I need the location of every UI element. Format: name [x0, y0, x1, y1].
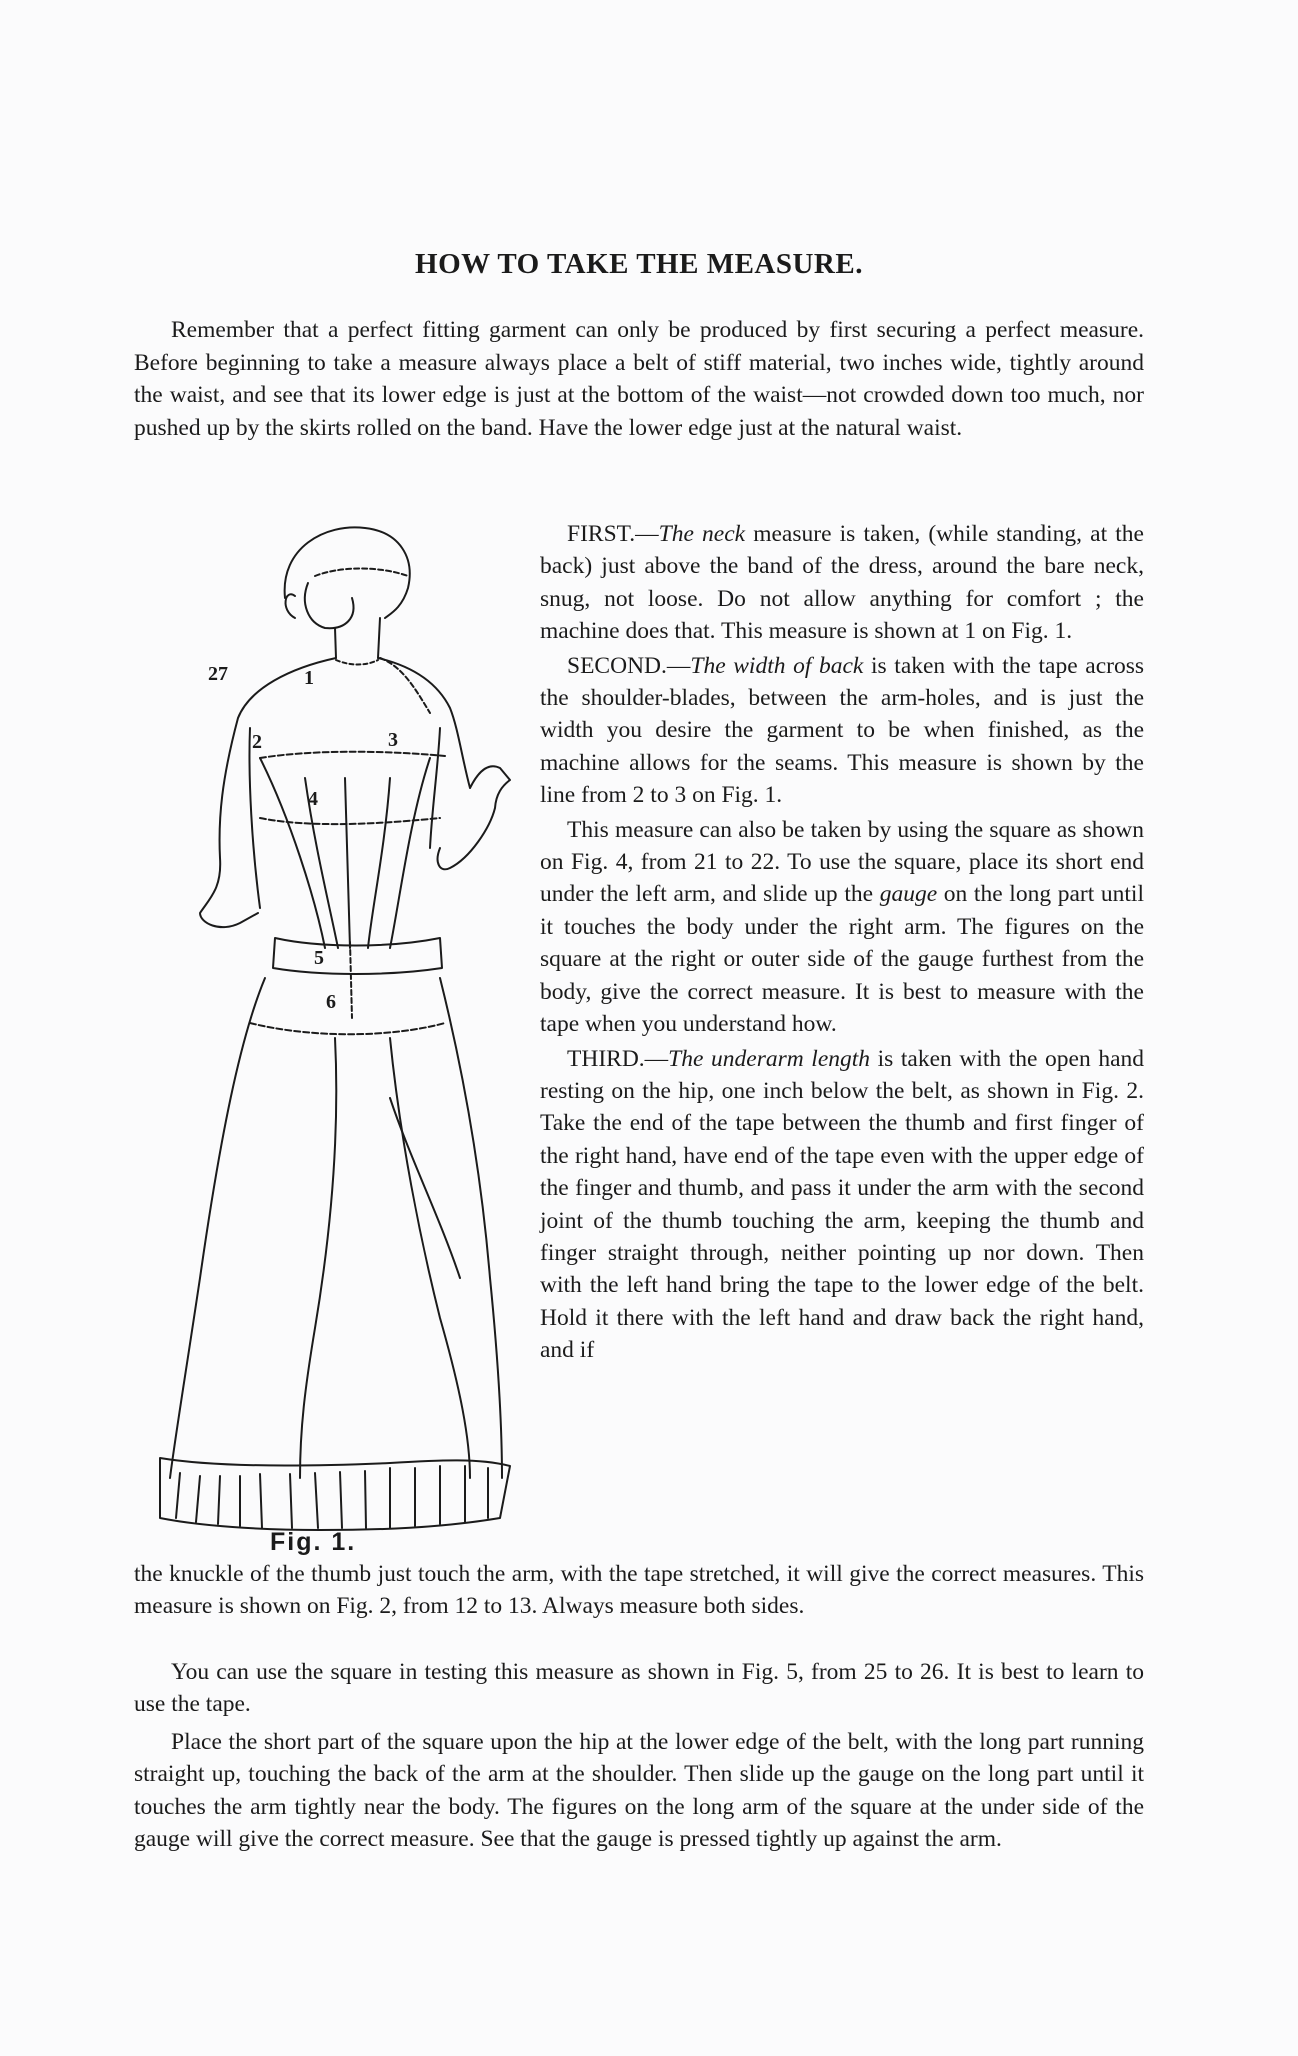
- fig-label-4: 4: [308, 788, 318, 810]
- square-a-term: gauge: [879, 881, 938, 908]
- figure-1-illustration: [140, 518, 520, 1538]
- right-arm: [378, 658, 510, 869]
- skirt-outline: [170, 978, 265, 1478]
- first-text: measure is taken, (while standing, at the back) just above the band of the dress, around the bare neck, snug, not loose. Do not allow anything for comfort ; the machine does that. This measure is shown at 1 on Fig. 1.: [540, 521, 1144, 645]
- first-lead: FIRST.—: [567, 521, 659, 547]
- hair-band: [315, 569, 408, 577]
- measurement-column: [540, 518, 1144, 1367]
- square-b-block: [134, 1656, 1144, 1721]
- fig-label-3: 3: [388, 729, 398, 751]
- third-continuation-block: [134, 1558, 1144, 1623]
- hair-knot: [305, 583, 354, 628]
- ear: [286, 594, 295, 618]
- place-paragraph: Place the short part of the square upon the hip at the lower edge of the belt, with the long part running straight up, touching the back of the arm at the shoulder. Then slide up the gauge on the long part until it touches the arm tightly near the body. The figures on the long arm of the square at the under side of the gauge will give the correct measure. See that the gauge is pressed tightly up against the arm.: [134, 1729, 1144, 1853]
- square-a-after: on the long part until it touches the body under the right arm. The figures on the square at the right or outer side of the gauge furthest from the body, give the correct measure. It is best to measure with the tape when you understand how.: [540, 881, 1144, 1038]
- third-continuation: the knuckle of the thumb just touch the arm, with the tape stretched, it will give the correct measures. This measure is shown on Fig. 2, from 12 to 13. Always measure both sides.: [134, 1561, 1144, 1620]
- fig-label-1: 1: [304, 667, 314, 689]
- head-outline: [285, 527, 410, 618]
- second-term: The width of back: [690, 652, 864, 679]
- square-paragraph-b: You can use the square in testing this measure as shown in Fig. 5, from 25 to 26. It is best to learn to use the tape.: [134, 1659, 1144, 1718]
- figure-1-caption: Fig. 1.: [270, 1528, 357, 1556]
- intro-paragraph: Remember that a perfect fitting garment can only be produced by first securing a perfect measure. Before beginning to take a measure always place a belt of stiff material, two inches wide, tightly around the waist, and see that its lower edge is just at the bottom of the waist—not crowded down too much, nor pushed up by the skirts rolled on the band. Have the lower edge just at the natural waist.: [134, 317, 1144, 441]
- second-paragraph: [540, 650, 1144, 812]
- third-text: is taken with the open hand resting on the hip, one inch below the belt, as shown in Fig. 2. Take the end of the tape between the thumb and first finger of the right hand, have end of the tape even with the upper edge of the finger and thumb, and pass it under the arm with the second joint of the thumb touching the arm, keeping the thumb and finger straight through, neither pointing up nor down. Then with the left hand bring the tape to the lower edge of the belt. Hold it there with the left hand and draw back the right hand, and if: [540, 1045, 1144, 1364]
- fig-label-5: 5: [314, 947, 324, 969]
- first-paragraph: [540, 518, 1144, 648]
- page-title: HOW TO TAKE THE MEASURE.: [415, 248, 863, 280]
- third-term: The underarm length: [668, 1045, 871, 1072]
- place-block: [134, 1726, 1144, 1856]
- third-lead: THIRD.—: [567, 1045, 669, 1072]
- fig-label-2: 2: [252, 731, 262, 753]
- first-term: The neck: [658, 521, 746, 547]
- fig-label-27: 27: [208, 663, 228, 685]
- neck-line: [336, 660, 378, 665]
- ruffle-hem: [160, 1458, 510, 1530]
- square-a-before: This measure can also be taken by using the square as shown on Fig. 4, from 21 to 22. To use the square, place its short end under the left arm, and slide up the: [540, 816, 1144, 908]
- third-paragraph: [540, 1043, 1144, 1367]
- square-paragraph-a: [540, 814, 1144, 1041]
- fig-label-6: 6: [326, 991, 336, 1013]
- width-of-back-line: [260, 752, 445, 758]
- second-lead: SECOND.—: [567, 652, 691, 679]
- second-text: is taken with the tape across the shoulder-blades, between the arm-holes, and is just the width you desire the garment to be when finished, as the machine allows for the seams. This measure is shown by the line from 2 to 3 on Fig. 1.: [540, 652, 1145, 809]
- belt: [273, 938, 442, 974]
- hip-line: [250, 1023, 445, 1034]
